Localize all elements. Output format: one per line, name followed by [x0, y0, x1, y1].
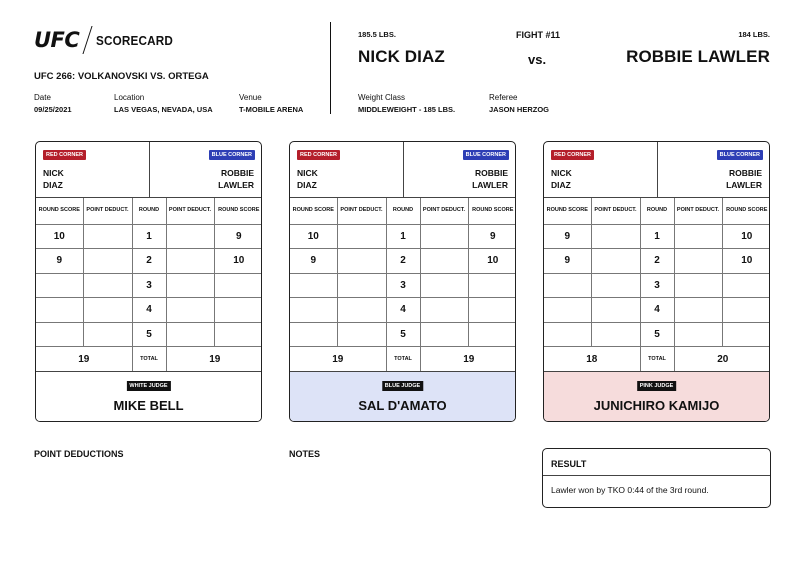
round-number: 2	[132, 249, 166, 274]
ufc-logo-text: UFC	[34, 28, 80, 52]
card-header	[544, 142, 769, 198]
corner-divider	[149, 142, 150, 198]
round-row	[290, 224, 516, 249]
blue-last-name: LAWLER	[218, 180, 254, 190]
red-round-score: 9	[544, 249, 591, 274]
red-point-deduction	[591, 273, 640, 298]
blue-corner-badge: BLUE CORNER	[717, 150, 763, 160]
venue-field	[239, 93, 303, 114]
round-header: ROUND	[386, 198, 420, 224]
blue-point-deduction	[420, 249, 468, 274]
red-round-score	[36, 298, 83, 323]
total-label: TOTAL	[640, 347, 674, 372]
red-last-name: DIAZ	[43, 180, 63, 190]
round-row	[544, 273, 770, 298]
red-round-score-header: ROUND SCORE	[36, 198, 83, 224]
round-row	[36, 273, 262, 298]
score-table	[36, 198, 262, 372]
result-text: Lawler won by TKO 0:44 of the 3rd round.	[551, 485, 709, 495]
blue-round-score	[214, 273, 262, 298]
judge-area	[36, 371, 261, 422]
red-point-deduction	[83, 273, 132, 298]
round-row	[544, 322, 770, 347]
red-point-deduction	[591, 298, 640, 323]
date-label: Date	[34, 93, 51, 102]
ufc-logo	[34, 24, 182, 56]
blue-round-score	[214, 298, 262, 323]
red-point-deduct-header: POINT DEDUCT.	[337, 198, 386, 224]
red-last-name: DIAZ	[297, 180, 317, 190]
blue-point-deduct-header: POINT DEDUCT.	[674, 198, 722, 224]
round-row	[290, 322, 516, 347]
judge-name: MIKE BELL	[113, 398, 184, 413]
logo-divider	[83, 26, 93, 54]
total-label: TOTAL	[132, 347, 166, 372]
red-point-deduction	[83, 249, 132, 274]
weight-class-label: Weight Class	[358, 93, 405, 102]
blue-corner-fighter	[472, 167, 508, 191]
round-header: ROUND	[640, 198, 674, 224]
result-divider	[543, 475, 770, 476]
red-corner-badge: RED CORNER	[297, 150, 340, 160]
score-table-header	[36, 198, 262, 224]
blue-point-deduction	[674, 224, 722, 249]
score-table	[544, 198, 770, 372]
blue-last-name: LAWLER	[726, 180, 762, 190]
judge-area	[544, 371, 769, 422]
red-round-score	[290, 322, 337, 347]
corner-divider	[657, 142, 658, 198]
blue-corner-fighter	[218, 167, 254, 191]
red-round-score	[544, 322, 591, 347]
header-divider	[330, 22, 331, 114]
blue-point-deduction	[166, 322, 214, 347]
round-number: 4	[386, 298, 420, 323]
location-label: Location	[114, 93, 145, 102]
referee-value: JASON HERZOG	[489, 105, 550, 114]
round-number: 2	[386, 249, 420, 274]
blue-point-deduct-header: POINT DEDUCT.	[166, 198, 214, 224]
round-header: ROUND	[132, 198, 166, 224]
red-total: 19	[36, 347, 132, 372]
red-round-score-header: ROUND SCORE	[290, 198, 337, 224]
red-round-score: 9	[36, 249, 83, 274]
blue-total: 20	[674, 347, 770, 372]
blue-round-score: 9	[468, 224, 516, 249]
blue-fighter-name: ROBBIE LAWLER	[626, 47, 770, 66]
result-title: RESULT	[551, 459, 587, 469]
red-point-deduction	[337, 322, 386, 347]
corner-divider	[403, 142, 404, 198]
round-row	[290, 273, 516, 298]
red-point-deduct-header: POINT DEDUCT.	[591, 198, 640, 224]
red-first-name: NICK	[43, 168, 64, 178]
card-header	[36, 142, 261, 198]
judge-area	[290, 371, 515, 422]
location-field	[114, 93, 213, 114]
red-first-name: NICK	[551, 168, 572, 178]
referee-label: Referee	[489, 93, 518, 102]
blue-first-name: ROBBIE	[220, 168, 254, 178]
round-number: 2	[640, 249, 674, 274]
judge-badge: BLUE JUDGE	[382, 381, 423, 391]
red-round-score	[544, 298, 591, 323]
red-corner-fighter	[551, 167, 572, 191]
location-value: LAS VEGAS, NEVADA, USA	[114, 105, 213, 114]
blue-point-deduction	[166, 224, 214, 249]
blue-point-deduction	[166, 249, 214, 274]
blue-point-deduction	[420, 298, 468, 323]
red-corner-badge: RED CORNER	[551, 150, 594, 160]
weight-class-value: MIDDLEWEIGHT - 185 LBS.	[358, 105, 456, 114]
round-number: 1	[640, 224, 674, 249]
red-point-deduction	[337, 224, 386, 249]
round-number: 4	[132, 298, 166, 323]
blue-point-deduction	[166, 273, 214, 298]
blue-last-name: LAWLER	[472, 180, 508, 190]
round-number: 3	[386, 273, 420, 298]
round-number: 3	[132, 273, 166, 298]
round-row	[544, 224, 770, 249]
date-field	[34, 93, 72, 114]
blue-round-score	[468, 298, 516, 323]
red-round-score	[36, 322, 83, 347]
venue-value: T-MOBILE ARENA	[239, 105, 304, 114]
total-row	[290, 347, 516, 372]
notes-title: NOTES	[289, 449, 321, 459]
blue-round-score	[722, 298, 770, 323]
judge-badge: WHITE JUDGE	[126, 381, 170, 391]
red-point-deduction	[337, 249, 386, 274]
round-number: 3	[640, 273, 674, 298]
score-table	[290, 198, 516, 372]
blue-point-deduction	[674, 298, 722, 323]
blue-round-score-header: ROUND SCORE	[722, 198, 770, 224]
round-number: 1	[132, 224, 166, 249]
round-row	[36, 249, 262, 274]
total-row	[544, 347, 770, 372]
red-first-name: NICK	[297, 168, 318, 178]
red-point-deduction	[591, 322, 640, 347]
red-round-score	[290, 298, 337, 323]
weight-class-field	[358, 93, 455, 114]
blue-corner-badge: BLUE CORNER	[209, 150, 255, 160]
round-number: 5	[132, 322, 166, 347]
judge-name: JUNICHIRO KAMIJO	[593, 398, 720, 413]
red-point-deduction	[591, 224, 640, 249]
red-corner-badge: RED CORNER	[43, 150, 86, 160]
score-table-header	[544, 198, 770, 224]
red-round-score: 10	[36, 224, 83, 249]
blue-point-deduction	[674, 249, 722, 274]
blue-point-deduction	[420, 224, 468, 249]
blue-corner-badge: BLUE CORNER	[463, 150, 509, 160]
blue-corner-fighter	[726, 167, 762, 191]
red-point-deduction	[83, 322, 132, 347]
red-corner-fighter	[297, 167, 318, 191]
blue-point-deduction	[674, 273, 722, 298]
date-value: 09/25/2021	[34, 105, 72, 114]
red-point-deduct-header: POINT DEDUCT.	[83, 198, 132, 224]
blue-first-name: ROBBIE	[474, 168, 508, 178]
blue-point-deduction	[420, 273, 468, 298]
red-point-deduction	[337, 298, 386, 323]
blue-round-score: 9	[214, 224, 262, 249]
judge-badge: PINK JUDGE	[637, 381, 677, 391]
result-box	[542, 448, 771, 508]
blue-point-deduction	[674, 322, 722, 347]
round-row	[290, 298, 516, 323]
red-last-name: DIAZ	[551, 180, 571, 190]
red-point-deduction	[83, 298, 132, 323]
red-corner-fighter	[43, 167, 64, 191]
score-table-header	[290, 198, 516, 224]
judge-scorecard	[543, 141, 770, 422]
blue-fighter-weight: 184 LBS.	[738, 30, 770, 39]
round-row	[290, 249, 516, 274]
round-row	[36, 224, 262, 249]
blue-point-deduct-header: POINT DEDUCT.	[420, 198, 468, 224]
blue-point-deduction	[166, 298, 214, 323]
blue-total: 19	[420, 347, 516, 372]
referee-field	[489, 93, 549, 114]
round-row	[36, 298, 262, 323]
round-number: 4	[640, 298, 674, 323]
round-number: 5	[640, 322, 674, 347]
blue-round-score	[722, 273, 770, 298]
blue-round-score: 10	[214, 249, 262, 274]
red-point-deduction	[591, 249, 640, 274]
blue-round-score: 10	[722, 224, 770, 249]
red-round-score: 10	[290, 224, 337, 249]
round-row	[544, 298, 770, 323]
red-round-score	[544, 273, 591, 298]
red-round-score	[36, 273, 83, 298]
red-round-score: 9	[290, 249, 337, 274]
point-deductions-title: POINT DEDUCTIONS	[34, 449, 124, 459]
blue-first-name: ROBBIE	[728, 168, 762, 178]
event-name: UFC 266: VOLKANOVSKI VS. ORTEGA	[34, 71, 209, 82]
red-round-score	[290, 273, 337, 298]
blue-round-score: 10	[468, 249, 516, 274]
blue-round-score	[214, 322, 262, 347]
red-point-deduction	[83, 224, 132, 249]
red-total: 19	[290, 347, 386, 372]
round-number: 5	[386, 322, 420, 347]
total-label: TOTAL	[386, 347, 420, 372]
blue-round-score-header: ROUND SCORE	[214, 198, 262, 224]
red-fighter-name: NICK DIAZ	[358, 47, 445, 66]
total-row	[36, 347, 262, 372]
venue-label: Venue	[239, 93, 262, 102]
red-round-score-header: ROUND SCORE	[544, 198, 591, 224]
round-row	[36, 322, 262, 347]
fight-number: FIGHT #11	[516, 30, 561, 40]
scorecard-title: SCORECARD	[96, 32, 174, 48]
blue-round-score-header: ROUND SCORE	[468, 198, 516, 224]
blue-round-score	[468, 322, 516, 347]
blue-round-score	[722, 322, 770, 347]
versus-label: vs.	[528, 52, 547, 67]
round-number: 1	[386, 224, 420, 249]
red-point-deduction	[337, 273, 386, 298]
red-round-score: 9	[544, 224, 591, 249]
judge-name: SAL D'AMATO	[358, 398, 447, 413]
card-header	[290, 142, 515, 198]
blue-round-score	[468, 273, 516, 298]
judge-scorecard	[35, 141, 262, 422]
blue-round-score: 10	[722, 249, 770, 274]
red-total: 18	[544, 347, 640, 372]
round-row	[544, 249, 770, 274]
blue-total: 19	[166, 347, 262, 372]
judge-scorecard	[289, 141, 516, 422]
red-fighter-weight: 185.5 LBS.	[358, 30, 396, 39]
blue-point-deduction	[420, 322, 468, 347]
